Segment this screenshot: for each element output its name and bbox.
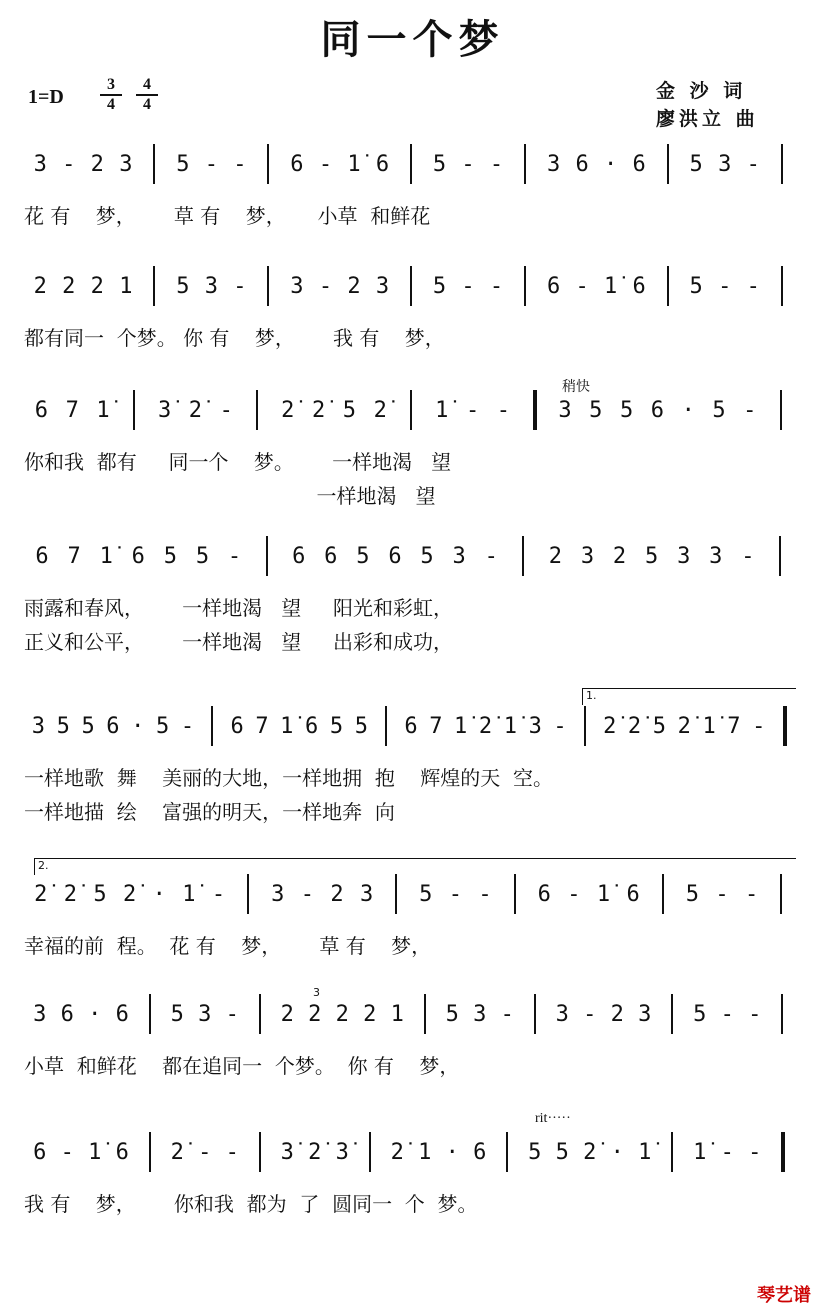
time-signature-3-4: 3 4 [100, 76, 122, 114]
jianpu-note: 6 [115, 1002, 129, 1027]
jianpu-note: 2 [330, 882, 344, 907]
jianpu-note: 1̇ [347, 152, 361, 177]
jianpu-note: 3 [33, 1002, 47, 1027]
jianpu-note: 2 [280, 1002, 294, 1027]
bar-line [211, 706, 213, 746]
bar-line [524, 144, 526, 184]
jianpu-note: 3 [31, 714, 46, 739]
jianpu-note: 3 [473, 1002, 487, 1027]
note-extension: - [575, 274, 589, 299]
jianpu-note: 3 [677, 544, 691, 569]
jianpu-note: 5 [176, 274, 190, 299]
notes-line [0, 1128, 825, 1178]
note-extension: - [300, 882, 314, 907]
note-extension: - [743, 398, 757, 423]
bar-line [533, 390, 537, 430]
jianpu-note: 5 [170, 1002, 184, 1027]
bar-line [256, 390, 258, 430]
jianpu-note: 2̇ [63, 882, 78, 907]
bar-line [247, 874, 249, 914]
bar-line [259, 994, 261, 1034]
note-extension: - [720, 1002, 734, 1027]
jianpu-note: 3 [33, 152, 47, 177]
note-extension: - [567, 882, 581, 907]
jianpu-note: 6 [324, 544, 338, 569]
note-extension: - [211, 882, 226, 907]
note-extension: - [746, 274, 760, 299]
lyric-line: 小草 和鲜花 都在追同一 个梦。 你 有 梦， [24, 1054, 460, 1078]
jianpu-note: 2 [347, 274, 361, 299]
notes-line [0, 702, 825, 752]
jianpu-note: 5 [689, 152, 703, 177]
dotted-rhythm: · [610, 1140, 624, 1165]
bar-line [780, 390, 782, 430]
lyric-line: 幸福的前 程。 花 有 梦， 草 有 梦， [24, 934, 432, 958]
jianpu-note: 2 [363, 1002, 377, 1027]
bar-line [584, 706, 586, 746]
bar-line [781, 994, 783, 1034]
tempo-mark: 稍快 [562, 379, 590, 395]
jianpu-note: 5 [155, 714, 170, 739]
jianpu-note: 5 [56, 714, 70, 739]
jianpu-note: 6 [292, 544, 306, 569]
notes-line [0, 870, 825, 920]
jianpu-note: 2 [90, 274, 104, 299]
jianpu-note: 2 [90, 152, 104, 177]
jianpu-note: 5 [195, 544, 210, 569]
lyric-line: 正义和公平， 一样地渴 望 出彩和成功， [24, 630, 454, 654]
note-extension: - [62, 152, 76, 177]
note-extension: - [465, 398, 480, 423]
jianpu-note: 2̇ [390, 1140, 404, 1165]
note-extension: - [715, 882, 729, 907]
bar-line [671, 994, 673, 1034]
jianpu-note: 3 [546, 152, 561, 177]
jianpu-note: 6 [35, 544, 49, 569]
note-extension: - [484, 544, 498, 569]
bar-line [781, 144, 783, 184]
note-extension: - [204, 152, 218, 177]
jianpu-note: 3 [718, 152, 732, 177]
jianpu-note: 2̇ [188, 398, 203, 423]
jianpu-note: 6 [230, 714, 244, 739]
jianpu-note: 3 [204, 274, 218, 299]
jianpu-note: 6 [33, 1140, 47, 1165]
bar-line [524, 266, 526, 306]
bar-line [781, 266, 783, 306]
bar-line [667, 266, 669, 306]
bar-line [410, 144, 412, 184]
jianpu-note: 2̇ [281, 398, 295, 423]
dotted-rhythm: · [445, 1140, 459, 1165]
jianpu-note: 6 [537, 882, 551, 907]
jianpu-note: 2 [610, 1002, 624, 1027]
note-extension: - [461, 152, 475, 177]
jianpu-note: 2 [548, 544, 562, 569]
bar-line [667, 144, 669, 184]
jianpu-note: 6 [115, 1140, 129, 1165]
jianpu-note: 6 [632, 274, 646, 299]
jianpu-note: 6 [575, 152, 589, 177]
jianpu-note: 5 [693, 1002, 707, 1027]
note-extension: - [500, 1002, 514, 1027]
jianpu-note: 6 [305, 714, 319, 739]
notes-line [0, 262, 825, 312]
note-extension: - [448, 882, 463, 907]
jianpu-note: 3 [638, 1002, 652, 1027]
dotted-rhythm: · [152, 882, 166, 907]
jianpu-note: 1̇ [604, 274, 618, 299]
jianpu-note: 2̇ [308, 1140, 322, 1165]
jianpu-note: 3 [558, 398, 572, 423]
jianpu-note: 2̇ [478, 714, 493, 739]
jianpu-note: 5 [329, 714, 344, 739]
jianpu-note: 6 [60, 1002, 74, 1027]
lyric-line: 一样地歌 舞 美丽的大地，一样地拥 抱 辉煌的天 空。 [24, 766, 554, 790]
jianpu-note: 1 [119, 274, 133, 299]
note-extension: - [744, 882, 759, 907]
jianpu-note: 6 [131, 544, 145, 569]
note-extension: - [478, 882, 492, 907]
jianpu-note: 2 [335, 1002, 349, 1027]
dotted-rhythm: · [681, 398, 695, 423]
note-extension: - [718, 274, 732, 299]
bar-line [671, 1132, 673, 1172]
lyricist-credit: 金 沙 词 [656, 80, 747, 102]
first-ending-bracket: 1. [582, 688, 796, 705]
jianpu-note: 3̇ [335, 1140, 349, 1165]
jianpu-note: 6 [546, 274, 561, 299]
note-extension: - [553, 714, 567, 739]
jianpu-note: 3 [198, 1002, 212, 1027]
bar-line [385, 706, 387, 746]
jianpu-note: 6 [650, 398, 665, 423]
jianpu-note: 1̇ [638, 1140, 652, 1165]
lyric-line: 雨露和春风， 一样地渴 望 阳光和彩虹， [24, 596, 454, 620]
lyric-line: 你和我 都有 同一个 梦。 一样地渴 望 [24, 450, 452, 474]
jianpu-note: 2 [612, 544, 627, 569]
jianpu-note: 3̇ [157, 398, 172, 423]
jianpu-note: 7 [255, 714, 269, 739]
dotted-rhythm: · [131, 714, 145, 739]
jianpu-note: 6 [473, 1140, 487, 1165]
jianpu-note: 5 [589, 398, 603, 423]
jianpu-note: 5 [712, 398, 726, 423]
lyric-line: 我 有 梦， 你和我 都为 了 圆同一 个 梦。 [24, 1192, 478, 1216]
time-signature-4-4: 4 4 [136, 76, 158, 114]
jianpu-note: 5 [342, 398, 357, 423]
bar-line [662, 874, 664, 914]
jianpu-note: 7 [429, 714, 443, 739]
note-extension: - [225, 1002, 239, 1027]
jianpu-note: 2̇ [373, 398, 387, 423]
jianpu-note: 6 [290, 152, 304, 177]
composer-credit: 廖洪立 曲 [656, 108, 759, 130]
jianpu-note: 6 [404, 714, 418, 739]
jianpu-note: 6 [626, 882, 640, 907]
jianpu-note: 3̇ [280, 1140, 294, 1165]
jianpu-note: 2̇ [170, 1140, 184, 1165]
watermark-logo: 琴艺谱 [757, 1285, 811, 1306]
bar-line [267, 266, 269, 306]
note-extension: - [496, 398, 511, 423]
jianpu-note: 3 [375, 274, 390, 299]
jianpu-note: 3 [119, 152, 133, 177]
jianpu-note: 6 [632, 152, 646, 177]
dotted-rhythm: · [88, 1002, 102, 1027]
note-extension: - [233, 274, 247, 299]
jianpu-note: 1̇ [96, 398, 110, 423]
lyric-line: 都有同一 个梦。 你 有 梦， 我 有 梦， [24, 326, 445, 350]
note-extension: - [748, 1140, 762, 1165]
bar-line [781, 1132, 785, 1172]
key-signature: 1=D [28, 86, 64, 108]
bar-line [779, 536, 781, 576]
jianpu-note: 2̇ [123, 882, 137, 907]
jianpu-note: 1̇ [702, 714, 716, 739]
jianpu-note: 5 [419, 882, 433, 907]
bar-line [780, 874, 782, 914]
jianpu-note: 1 [418, 1140, 432, 1165]
jianpu-note: 2̇ [627, 714, 642, 739]
jianpu-note: 5 [420, 544, 434, 569]
jianpu-note: 2̇ [311, 398, 326, 423]
note-extension: - [461, 274, 475, 299]
bar-line [783, 706, 787, 746]
bar-line [133, 390, 135, 430]
jianpu-note: 5 [432, 274, 447, 299]
jianpu-note: 5 [432, 152, 447, 177]
jianpu-note: 6 [388, 544, 402, 569]
note-extension: - [233, 152, 247, 177]
jianpu-note: 7 [67, 544, 81, 569]
dotted-rhythm: · [604, 152, 618, 177]
jianpu-note: 1̇ [596, 882, 611, 907]
note-extension: - [583, 1002, 597, 1027]
ritardando-mark: rit····· [535, 1111, 571, 1126]
jianpu-note: 2̇ [677, 714, 691, 739]
jianpu-note: 5 [176, 152, 190, 177]
note-extension: - [198, 1140, 212, 1165]
bar-line [153, 144, 155, 184]
jianpu-note: 5 [685, 882, 699, 907]
bar-line [149, 994, 151, 1034]
jianpu-note: 5 [163, 544, 177, 569]
jianpu-note: 5 [555, 1140, 569, 1165]
jianpu-note: 5 [81, 714, 95, 739]
bar-line [266, 536, 268, 576]
jianpu-note: 3 [580, 544, 595, 569]
note-extension: - [180, 714, 195, 739]
note-extension: - [318, 152, 333, 177]
note-extension: - [318, 274, 333, 299]
bar-line [410, 390, 412, 430]
bar-line [506, 1132, 508, 1172]
lyric-line: 一样地渴 望 [24, 484, 436, 508]
jianpu-note: 5 [354, 714, 368, 739]
bar-line [514, 874, 516, 914]
note-extension: - [225, 1140, 239, 1165]
jianpu-note: 1̇ [99, 544, 113, 569]
notes-line [0, 990, 825, 1040]
jianpu-note: 7 [65, 398, 79, 423]
bar-line [369, 1132, 371, 1172]
jianpu-note: 3 [528, 714, 542, 739]
jianpu-note: 5 [619, 398, 634, 423]
jianpu-note: 3 [359, 882, 374, 907]
note-extension: - [752, 714, 766, 739]
jianpu-note: 2 [308, 1002, 322, 1027]
jianpu-note: 1̇ [435, 398, 449, 423]
bar-line [424, 994, 426, 1034]
bar-line [149, 1132, 151, 1172]
bar-line [153, 266, 155, 306]
jianpu-note: 2 [62, 274, 76, 299]
jianpu-note: 5 [93, 882, 107, 907]
jianpu-note: 1̇ [182, 882, 196, 907]
jianpu-note: 1 [390, 1002, 404, 1027]
bar-line [522, 536, 524, 576]
jianpu-note: 3 [555, 1002, 569, 1027]
jianpu-note: 5 [356, 544, 370, 569]
note-extension: - [746, 152, 760, 177]
jianpu-note: 7 [727, 714, 741, 739]
jianpu-note: 3 [452, 544, 466, 569]
jianpu-note: 5 [689, 274, 703, 299]
bar-line [395, 874, 397, 914]
jianpu-note: 3 [709, 544, 723, 569]
bar-line [259, 1132, 261, 1172]
jianpu-note: 6 [106, 714, 120, 739]
lyric-line: 一样地描 绘 富强的明天，一样地奔 向 [24, 800, 395, 824]
jianpu-note: 1̇ [503, 714, 517, 739]
note-extension: - [741, 544, 755, 569]
jianpu-note: 2 [33, 274, 47, 299]
notes-line [0, 140, 825, 190]
second-ending-bracket: 2. [34, 858, 796, 875]
jianpu-note: 5 [528, 1140, 542, 1165]
jianpu-note: 1̇ [693, 1140, 707, 1165]
note-extension: - [489, 152, 504, 177]
jianpu-note: 2̇ [603, 714, 617, 739]
jianpu-note: 2̇ [583, 1140, 597, 1165]
note-extension: - [219, 398, 233, 423]
jianpu-note: 5 [445, 1002, 459, 1027]
jianpu-note: 1̇ [454, 714, 468, 739]
jianpu-note: 6 [375, 152, 390, 177]
jianpu-note: 5 [652, 714, 666, 739]
note-extension: - [60, 1140, 74, 1165]
jianpu-note: 1̇ [280, 714, 294, 739]
lyric-line: 花 有 梦， 草 有 梦， 小草 和鲜花 [24, 204, 431, 228]
bar-line [410, 266, 412, 306]
jianpu-note: 5 [645, 544, 659, 569]
notes-line [0, 386, 825, 436]
note-extension: - [489, 274, 504, 299]
jianpu-note: 1̇ [88, 1140, 102, 1165]
jianpu-note: 3 [271, 882, 285, 907]
jianpu-note: 2̇ [34, 882, 48, 907]
note-extension: - [720, 1140, 734, 1165]
jianpu-note: 6 [34, 398, 49, 423]
triplet-mark: 3 [313, 986, 320, 999]
notes-line [0, 532, 825, 582]
bar-line [534, 994, 536, 1034]
bar-line [267, 144, 269, 184]
jianpu-note: 3 [290, 274, 304, 299]
song-title: 同一个梦 [320, 17, 505, 63]
note-extension: - [227, 544, 242, 569]
note-extension: - [748, 1002, 762, 1027]
